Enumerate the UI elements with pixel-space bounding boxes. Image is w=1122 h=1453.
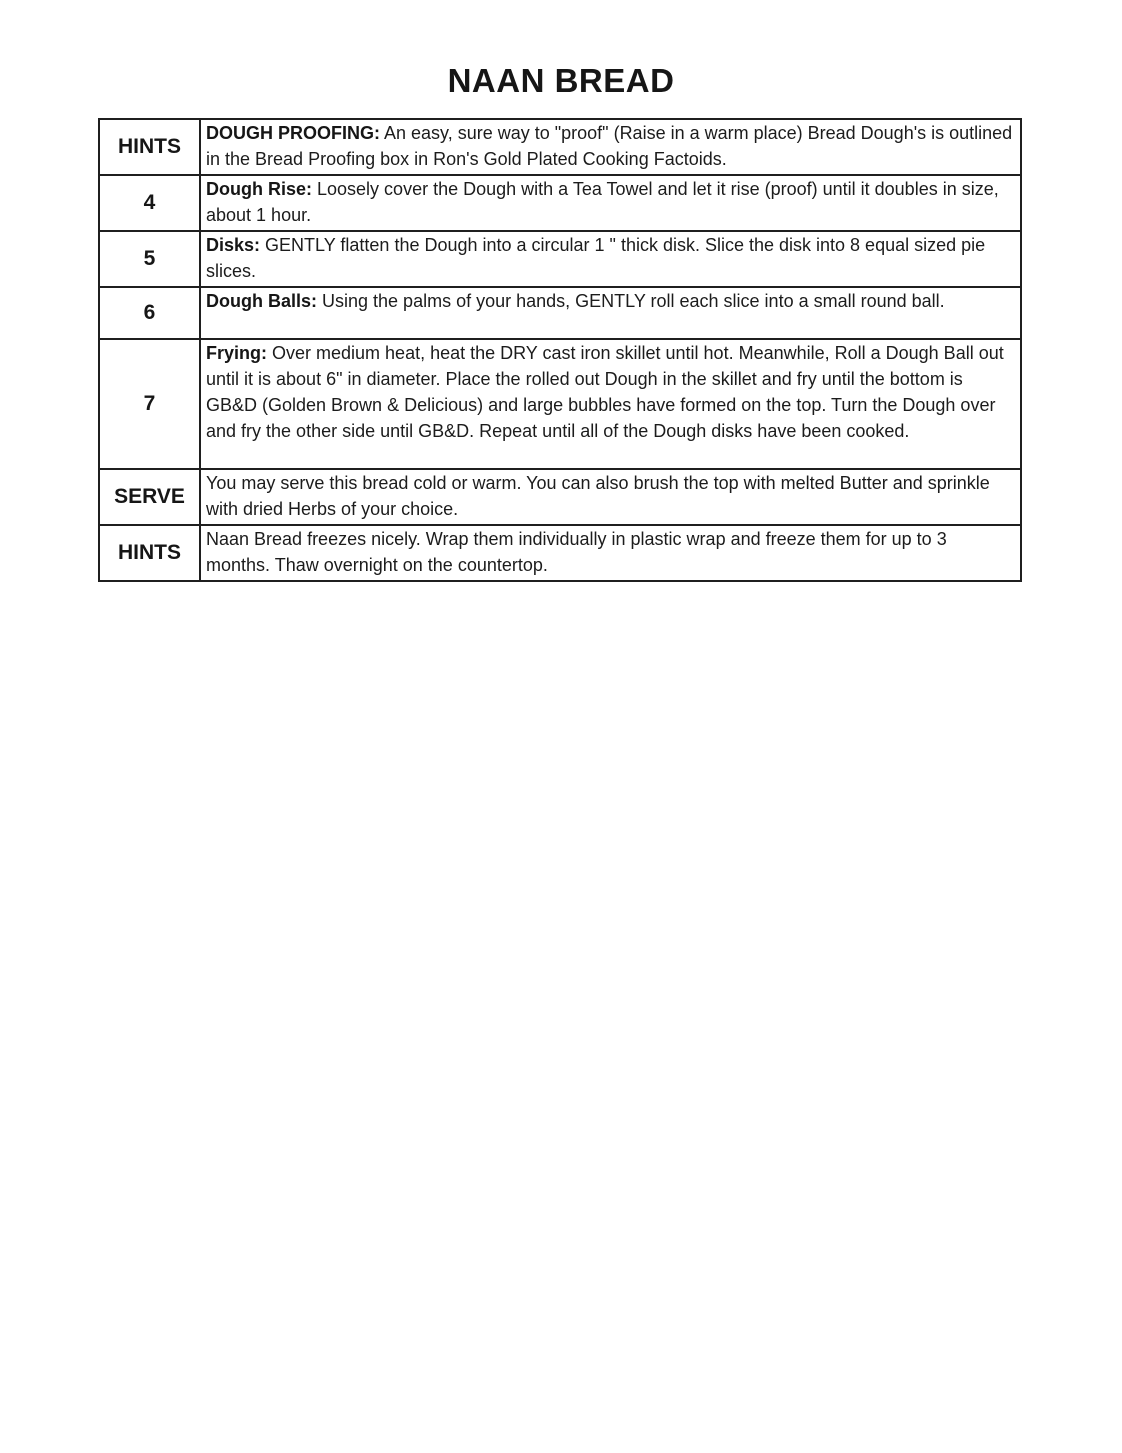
row-text: Loosely cover the Dough with a Tea Towel and let it rise (proof) until it doubles in size, about 1 hour. <box>206 179 999 225</box>
row-content <box>200 469 1021 525</box>
page-title: NAAN BREAD <box>447 62 675 99</box>
row-label: 6 <box>99 287 200 339</box>
row-lead: Disks: <box>206 235 261 255</box>
row-label: 4 <box>99 175 200 231</box>
row-label: SERVE <box>99 469 200 525</box>
row-content <box>200 287 1021 339</box>
row-lead: DOUGH PROOFING: <box>206 123 380 143</box>
row-label: HINTS <box>99 525 200 581</box>
row-text: Naan Bread freezes nicely. Wrap them individually in plastic wrap and freeze them for up to 3 months. Thaw overnight on the countertop. <box>206 529 947 575</box>
row-content <box>200 339 1021 469</box>
row-label: 5 <box>99 231 200 287</box>
table-row <box>99 119 1021 175</box>
table-row <box>99 525 1021 581</box>
row-text: An easy, sure way to "proof" (Raise in a warm place) Bread Dough's is outlined in the Bread Proofing box in Ron's Gold Plated Cooking Factoids. <box>206 123 1013 169</box>
table-row <box>99 287 1021 339</box>
row-content <box>200 119 1021 175</box>
row-content <box>200 525 1021 581</box>
row-text: GENTLY flatten the Dough into a circular 1 " thick disk. Slice the disk into 8 equal sized pie slices. <box>206 235 986 281</box>
row-text: Over medium heat, heat the DRY cast iron skillet until hot. Meanwhile, Roll a Dough Ball out until it is about 6" in diameter. Place the rolled out Dough in the skillet and fry until the bottom is GB&D (Golden Brown & Delicious) and large bubbles have formed on the top. Turn the Dough over and fry the other side until GB&D. Repeat until all of the Dough disks have been cooked. <box>206 343 1004 441</box>
row-text: You may serve this bread cold or warm. You can also brush the top with melted Butter and sprinkle with dried Herbs of your choice. <box>206 473 990 519</box>
table-row <box>99 231 1021 287</box>
row-lead: Dough Rise: <box>206 179 312 199</box>
table-row <box>99 339 1021 469</box>
table-row <box>99 175 1021 231</box>
row-text: Using the palms of your hands, GENTLY roll each slice into a small round ball. <box>322 291 945 311</box>
recipe-table <box>98 118 1022 582</box>
table-row <box>99 469 1021 525</box>
row-content <box>200 231 1021 287</box>
row-label: HINTS <box>99 119 200 175</box>
row-lead: Dough Balls: <box>206 291 317 311</box>
row-label: 7 <box>99 339 200 469</box>
row-content <box>200 175 1021 231</box>
row-lead: Frying: <box>206 343 267 363</box>
